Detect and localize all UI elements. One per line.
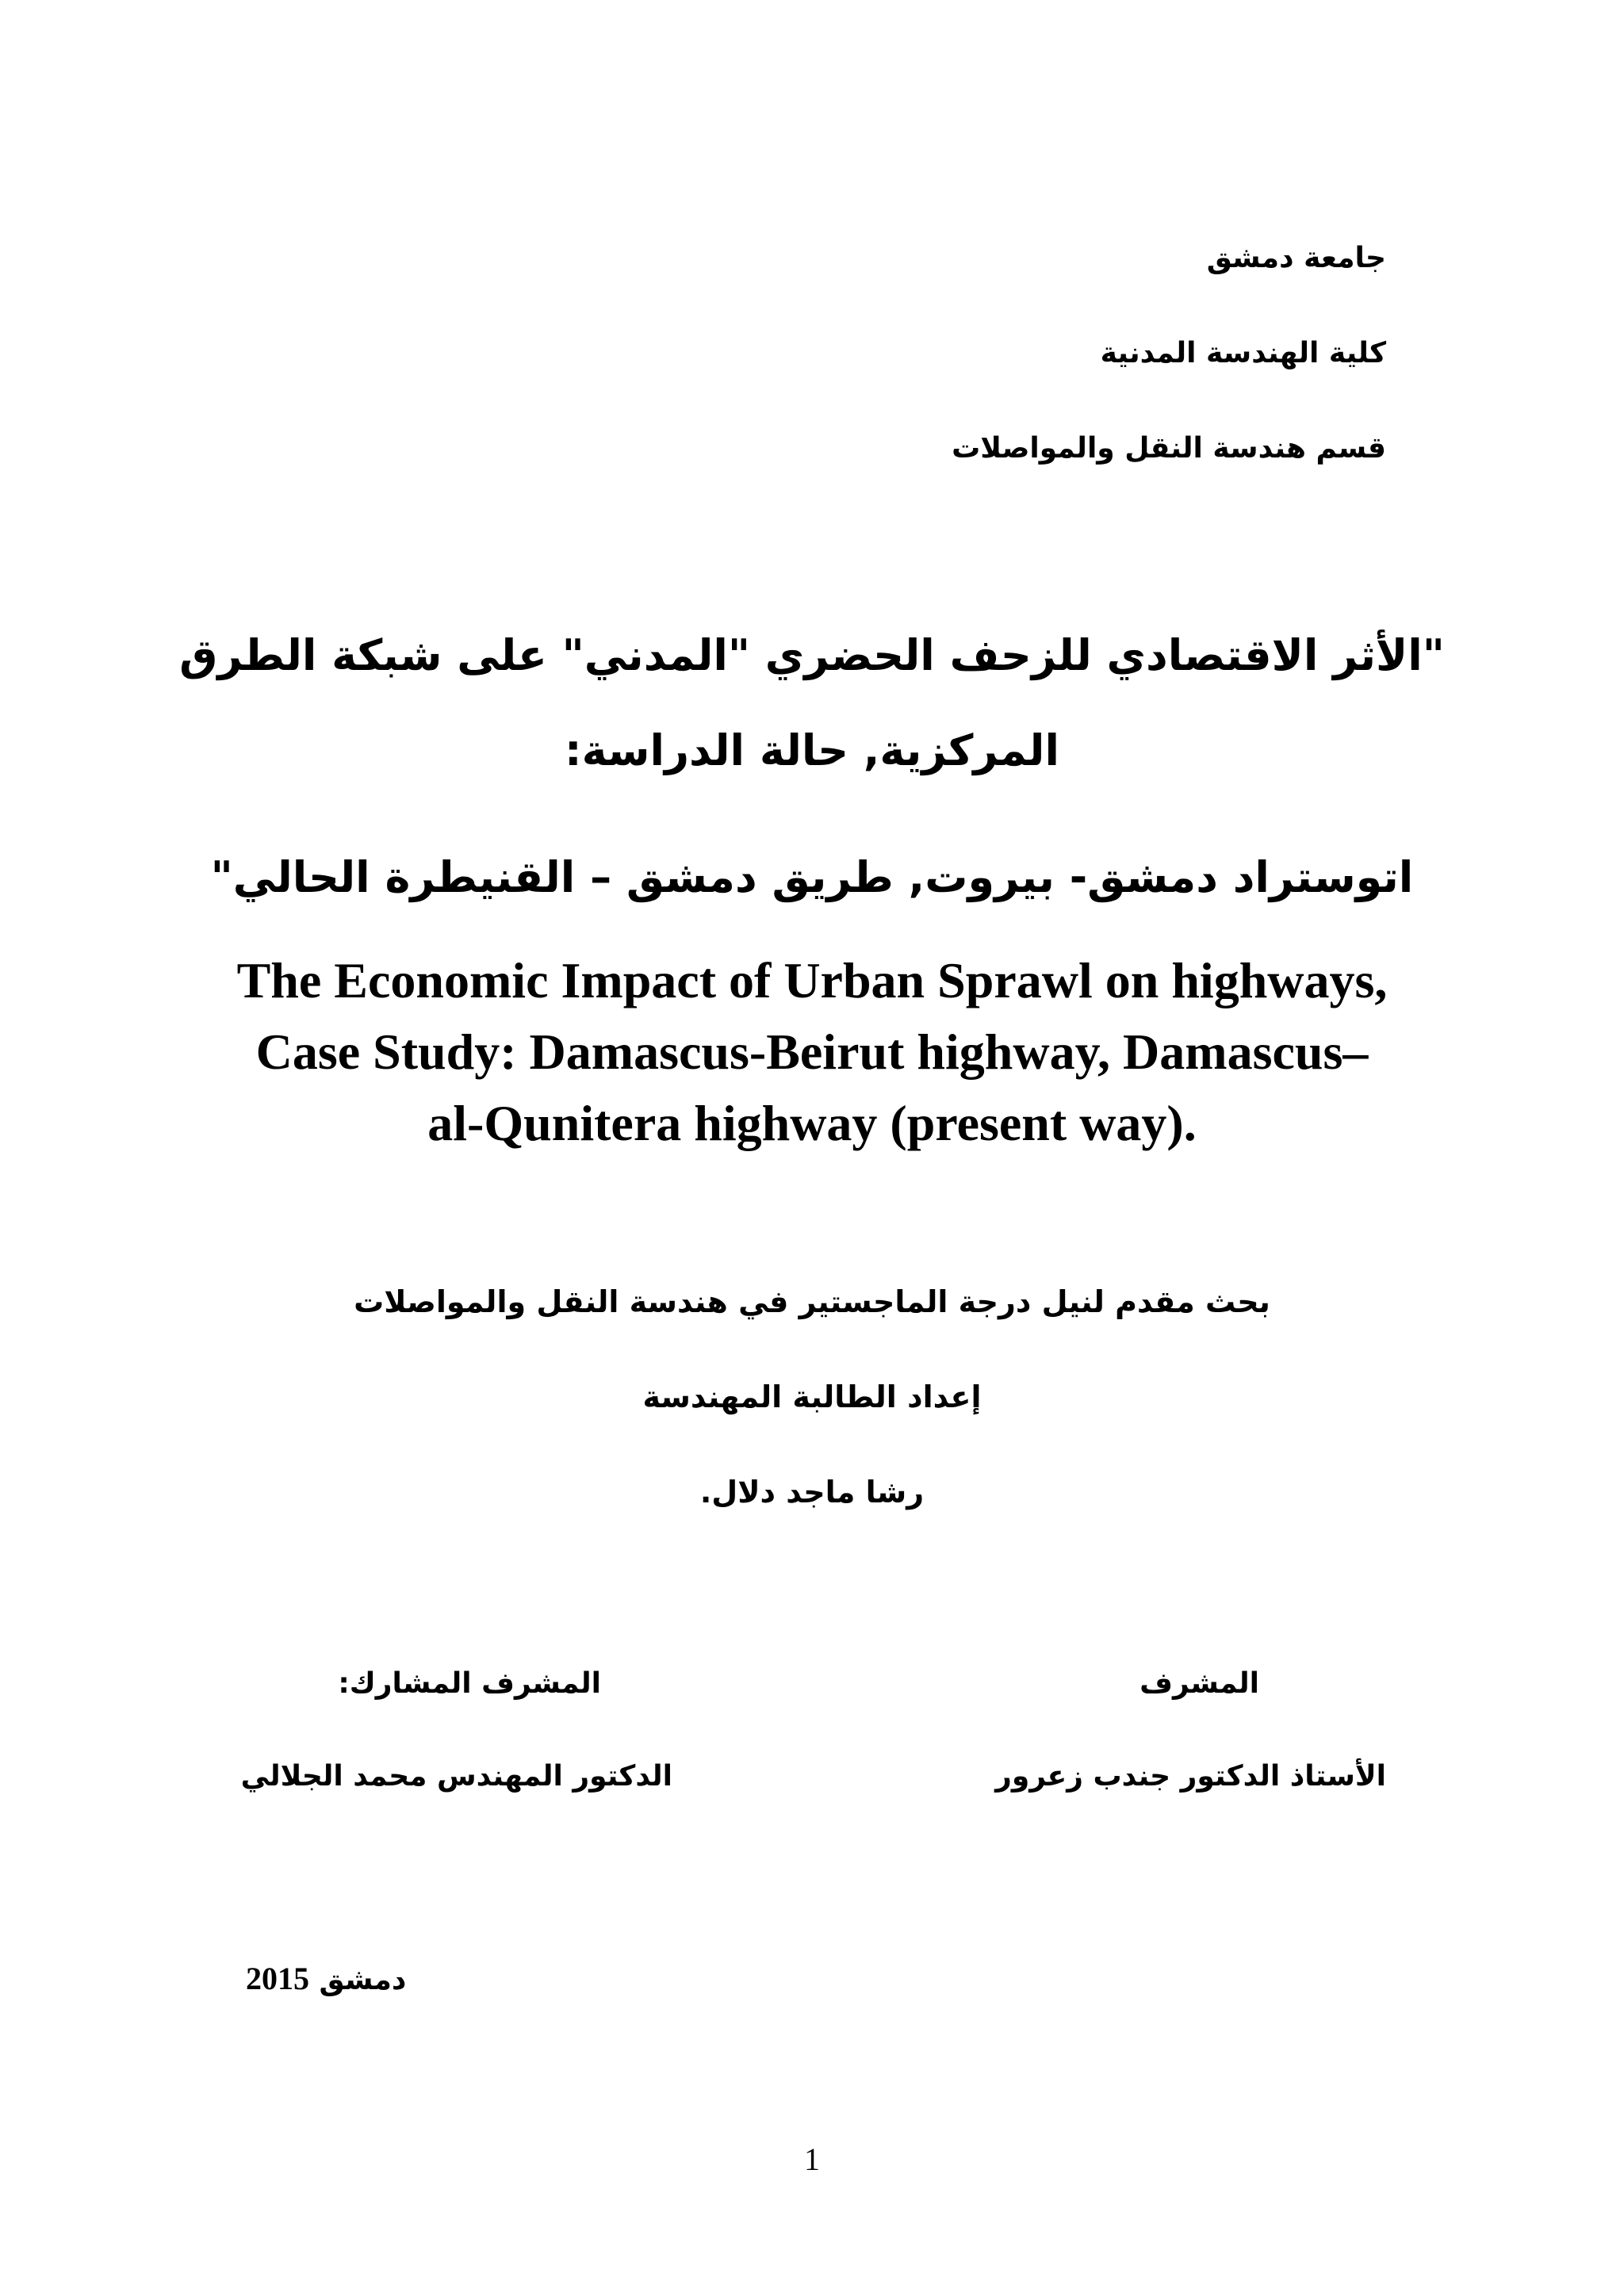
arabic-title-line-1: "الأثر الاقتصادي للزحف الحضري "المدني" على شبكة الطرق [179,630,1445,680]
place-and-year [246,1960,406,1997]
english-title-line-2: Case Study: Damascus-Beirut highway, Damascus– [255,1024,1369,1080]
english-title-line-1: The Economic Impact of Urban Sprawl on highways, [236,952,1388,1008]
co-supervisor-label: المشرف المشارك: [338,1667,601,1700]
arabic-title-line-2: المركزية, حالة الدراسة: [565,725,1059,775]
year: 2015 [246,1961,309,1996]
university-name: جامعة دمشق [1206,242,1386,274]
student-name: رشا ماجد دلال. [699,1475,925,1510]
thesis-purpose: بحث مقدم لنيل درجة الماجستير في هندسة النقل والمواصلات [354,1284,1270,1319]
page-number: 1 [804,2141,820,2177]
prepared-by-label: إعداد الطالبة المهندسة [642,1380,982,1414]
place-name: دمشق [319,1964,407,1996]
supervisor-name: الأستاذ الدكتور جندب زعرور [995,1760,1386,1793]
english-title-line-3: al-Qunitera highway (present way). [427,1095,1197,1151]
arabic-title-line-3: اتوستراد دمشق- بيروت, طريق دمشق – القنيطرة الحالي" [210,852,1414,902]
supervisor-label: المشرف [1139,1667,1259,1700]
faculty-name: كلية الهندسة المدنية [1100,337,1386,369]
department-name: قسم هندسة النقل والمواصلات [952,432,1386,465]
co-supervisor-name: الدكتور المهندس محمد الجلالي [240,1760,672,1793]
